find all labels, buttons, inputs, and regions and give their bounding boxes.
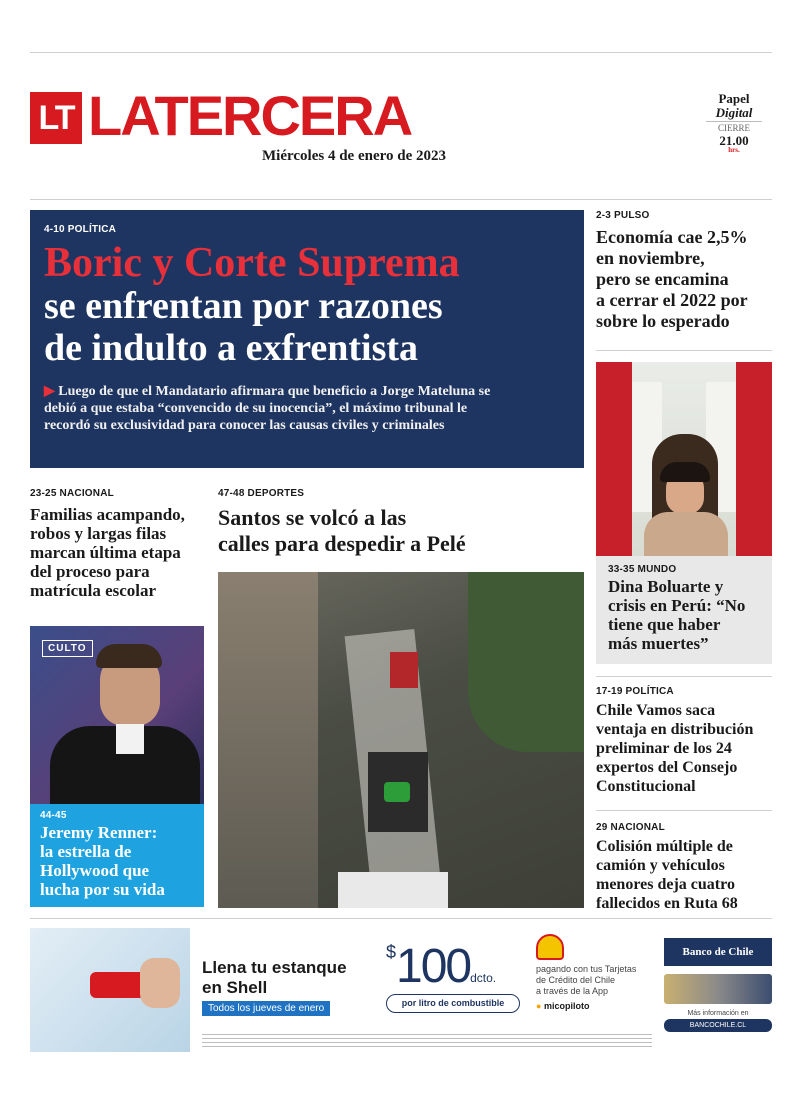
deportes-line: Santos se volcó a las	[218, 505, 407, 530]
politica-headline	[596, 701, 772, 796]
papel-digital-badge	[706, 92, 762, 155]
ad-pay-line: pagando con tus Tarjetas	[536, 964, 637, 974]
nacional23-line: matrícula escolar	[30, 581, 157, 600]
buildings-decor	[218, 572, 318, 908]
white-truck-decor	[338, 872, 448, 908]
nacional23-line: marcan última etapa	[30, 543, 181, 562]
main-section-tag: 4-10 POLÍTICA	[44, 224, 117, 235]
issue-date: Miércoles 4 de enero de 2023	[262, 148, 446, 164]
fine-print-decor	[202, 1034, 652, 1050]
ad-dcto: dcto.	[470, 971, 497, 985]
boluarte-photo[interactable]	[596, 362, 772, 556]
fuel-nozzle-photo	[30, 928, 190, 1052]
nacional23-headline	[30, 505, 206, 600]
main-story[interactable]	[30, 210, 584, 468]
pulso-line: en noviembre,	[596, 248, 705, 268]
politica-story[interactable]	[596, 686, 772, 796]
flag-left-decor	[596, 362, 632, 556]
nacional23-line: robos y largas filas	[30, 524, 167, 543]
cards-decor	[664, 974, 772, 1004]
culto-line: Hollywood que	[40, 861, 150, 880]
pulso-section-tag: 2-3 PULSO	[596, 210, 650, 221]
nacional29-line: fallecidos en Ruta 68	[596, 895, 738, 912]
hair-decor	[660, 462, 710, 482]
ad-headline	[202, 958, 347, 1016]
nacional29-section-tag: 29 NACIONAL	[596, 822, 665, 833]
masthead-rule	[30, 199, 772, 200]
more-info-label: Más información en	[687, 1010, 749, 1017]
culto-section-tag: 44-45	[40, 810, 67, 821]
nacional29-line: Colisión múltiple de	[596, 838, 733, 855]
lead-line-3: recordó su exclusividad para conocer las causas civiles y criminales	[44, 418, 445, 433]
hand-decor	[140, 958, 180, 1008]
ad-pay-line: a través de la App	[536, 986, 609, 996]
cierre-label: CIERRE	[706, 121, 762, 133]
politica-section-tag: 17-19 POLÍTICA	[596, 686, 674, 697]
politica-line: expertos del Consejo	[596, 759, 738, 776]
pulso-line: Economía cae 2,5%	[596, 227, 748, 247]
micopiloto-label: micopiloto	[543, 1001, 590, 1011]
digital-label: Digital	[715, 104, 753, 120]
deportes-section-tag: 47-48 DEPORTES	[218, 488, 305, 499]
nacional29-story[interactable]	[596, 822, 772, 913]
logo-mark[interactable]: LT	[30, 92, 82, 144]
ad-discount	[386, 942, 520, 1013]
bank-url[interactable]: BANCOCHILE.CL	[664, 1019, 772, 1032]
nacional23-story[interactable]	[30, 488, 206, 600]
nacional23-section-tag: 23-25 NACIONAL	[30, 488, 114, 499]
main-lead	[44, 383, 570, 434]
pulso-line: sobre lo esperado	[596, 311, 730, 331]
pulso-line: pero se encamina	[596, 269, 729, 289]
logo-wordmark[interactable]: LATERCERA	[88, 84, 412, 147]
lead-arrow-icon: ▶	[44, 384, 55, 399]
pulso-rule	[596, 350, 772, 351]
mundo-line: Dina Boluarte y	[608, 577, 724, 596]
politica-line: ventaja en distribución	[596, 721, 754, 738]
ad-pay-line: de Crédito del Chile	[536, 975, 616, 985]
deportes-headline	[218, 505, 584, 557]
mundo-story[interactable]	[596, 556, 772, 664]
mundo-section-tag: 33-35 MUNDO	[608, 564, 677, 575]
deportes-story[interactable]	[218, 488, 584, 557]
culto-line: lucha por su vida	[40, 880, 165, 899]
politica-line: Constitucional	[596, 778, 696, 795]
lead-line-2: debió a que estaba “convencido de su inocencia”, el máximo tribunal le	[44, 401, 468, 416]
hair-decor	[96, 644, 162, 668]
ad-amount: 100	[396, 940, 471, 993]
main-headline-line-2: de indulto a exfrentista	[44, 327, 419, 369]
ad-subline: Todos los jueves de enero	[202, 1001, 330, 1016]
nacional29-line: camión y vehículos	[596, 857, 725, 874]
flag-decor	[384, 782, 410, 802]
politica-line: preliminar de los 24	[596, 740, 732, 757]
mundo-rule	[596, 676, 772, 677]
main-headline-red: Boric y Corte Suprema	[44, 240, 460, 286]
renner-photo[interactable]	[30, 626, 204, 804]
flag-right-decor	[736, 362, 772, 556]
pulso-headline	[596, 227, 772, 332]
ad-payment-info	[536, 934, 656, 1012]
politica-line: Chile Vamos saca	[596, 702, 716, 719]
culto-line: Jeremy Renner:	[40, 823, 158, 842]
shell-advertisement[interactable]	[30, 928, 772, 1058]
pulso-line: a cerrar el 2022 por	[596, 290, 748, 310]
nacional29-headline	[596, 837, 772, 913]
banco-chile-logo: Banco de Chile	[664, 938, 772, 966]
ad-currency: $	[386, 942, 397, 962]
ad-rule	[30, 918, 772, 919]
main-headline-line-1: se enfrentan por razones	[44, 285, 443, 327]
cierre-unit: hrs.	[728, 146, 740, 155]
shirt-decor	[116, 724, 144, 754]
shoulders-decor	[644, 512, 728, 556]
bank-block	[664, 938, 772, 1032]
cierre-time: 21.00	[719, 132, 749, 148]
pele-crowd-photo[interactable]	[218, 572, 584, 908]
mundo-headline	[608, 577, 760, 653]
red-truck-decor	[390, 652, 418, 688]
deportes-line: calles para despedir a Pelé	[218, 531, 466, 556]
culto-story[interactable]	[30, 804, 204, 907]
culto-badge: CULTO	[42, 640, 93, 657]
shell-logo-icon	[536, 934, 564, 960]
trees-decor	[468, 572, 584, 752]
nacional23-line: Familias acampando,	[30, 505, 185, 524]
ad-per-litre: por litro de combustible	[386, 994, 520, 1013]
nacional23-line: del proceso para	[30, 562, 150, 581]
papel-label: Papel	[718, 91, 750, 106]
micopiloto-app	[536, 1001, 656, 1012]
culto-line: la estrella de	[40, 842, 132, 861]
ad-title-line: en Shell	[202, 978, 268, 997]
pulso-story[interactable]	[596, 210, 772, 332]
mundo-line: tiene que haber	[608, 615, 721, 634]
ad-title-line: Llena tu estanque	[202, 958, 347, 977]
mundo-line: crisis en Perú: “No	[608, 596, 746, 615]
top-rule	[30, 52, 772, 53]
mundo-line: más muertes”	[608, 634, 709, 653]
nacional29-line: menores deja cuatro	[596, 876, 735, 893]
culto-headline	[40, 823, 194, 899]
lead-line-1: Luego de que el Mandatario afirmara que beneficio a Jorge Mateluna se	[58, 384, 491, 399]
politica-rule	[596, 810, 772, 811]
micopiloto-icon: ●	[536, 1001, 542, 1011]
